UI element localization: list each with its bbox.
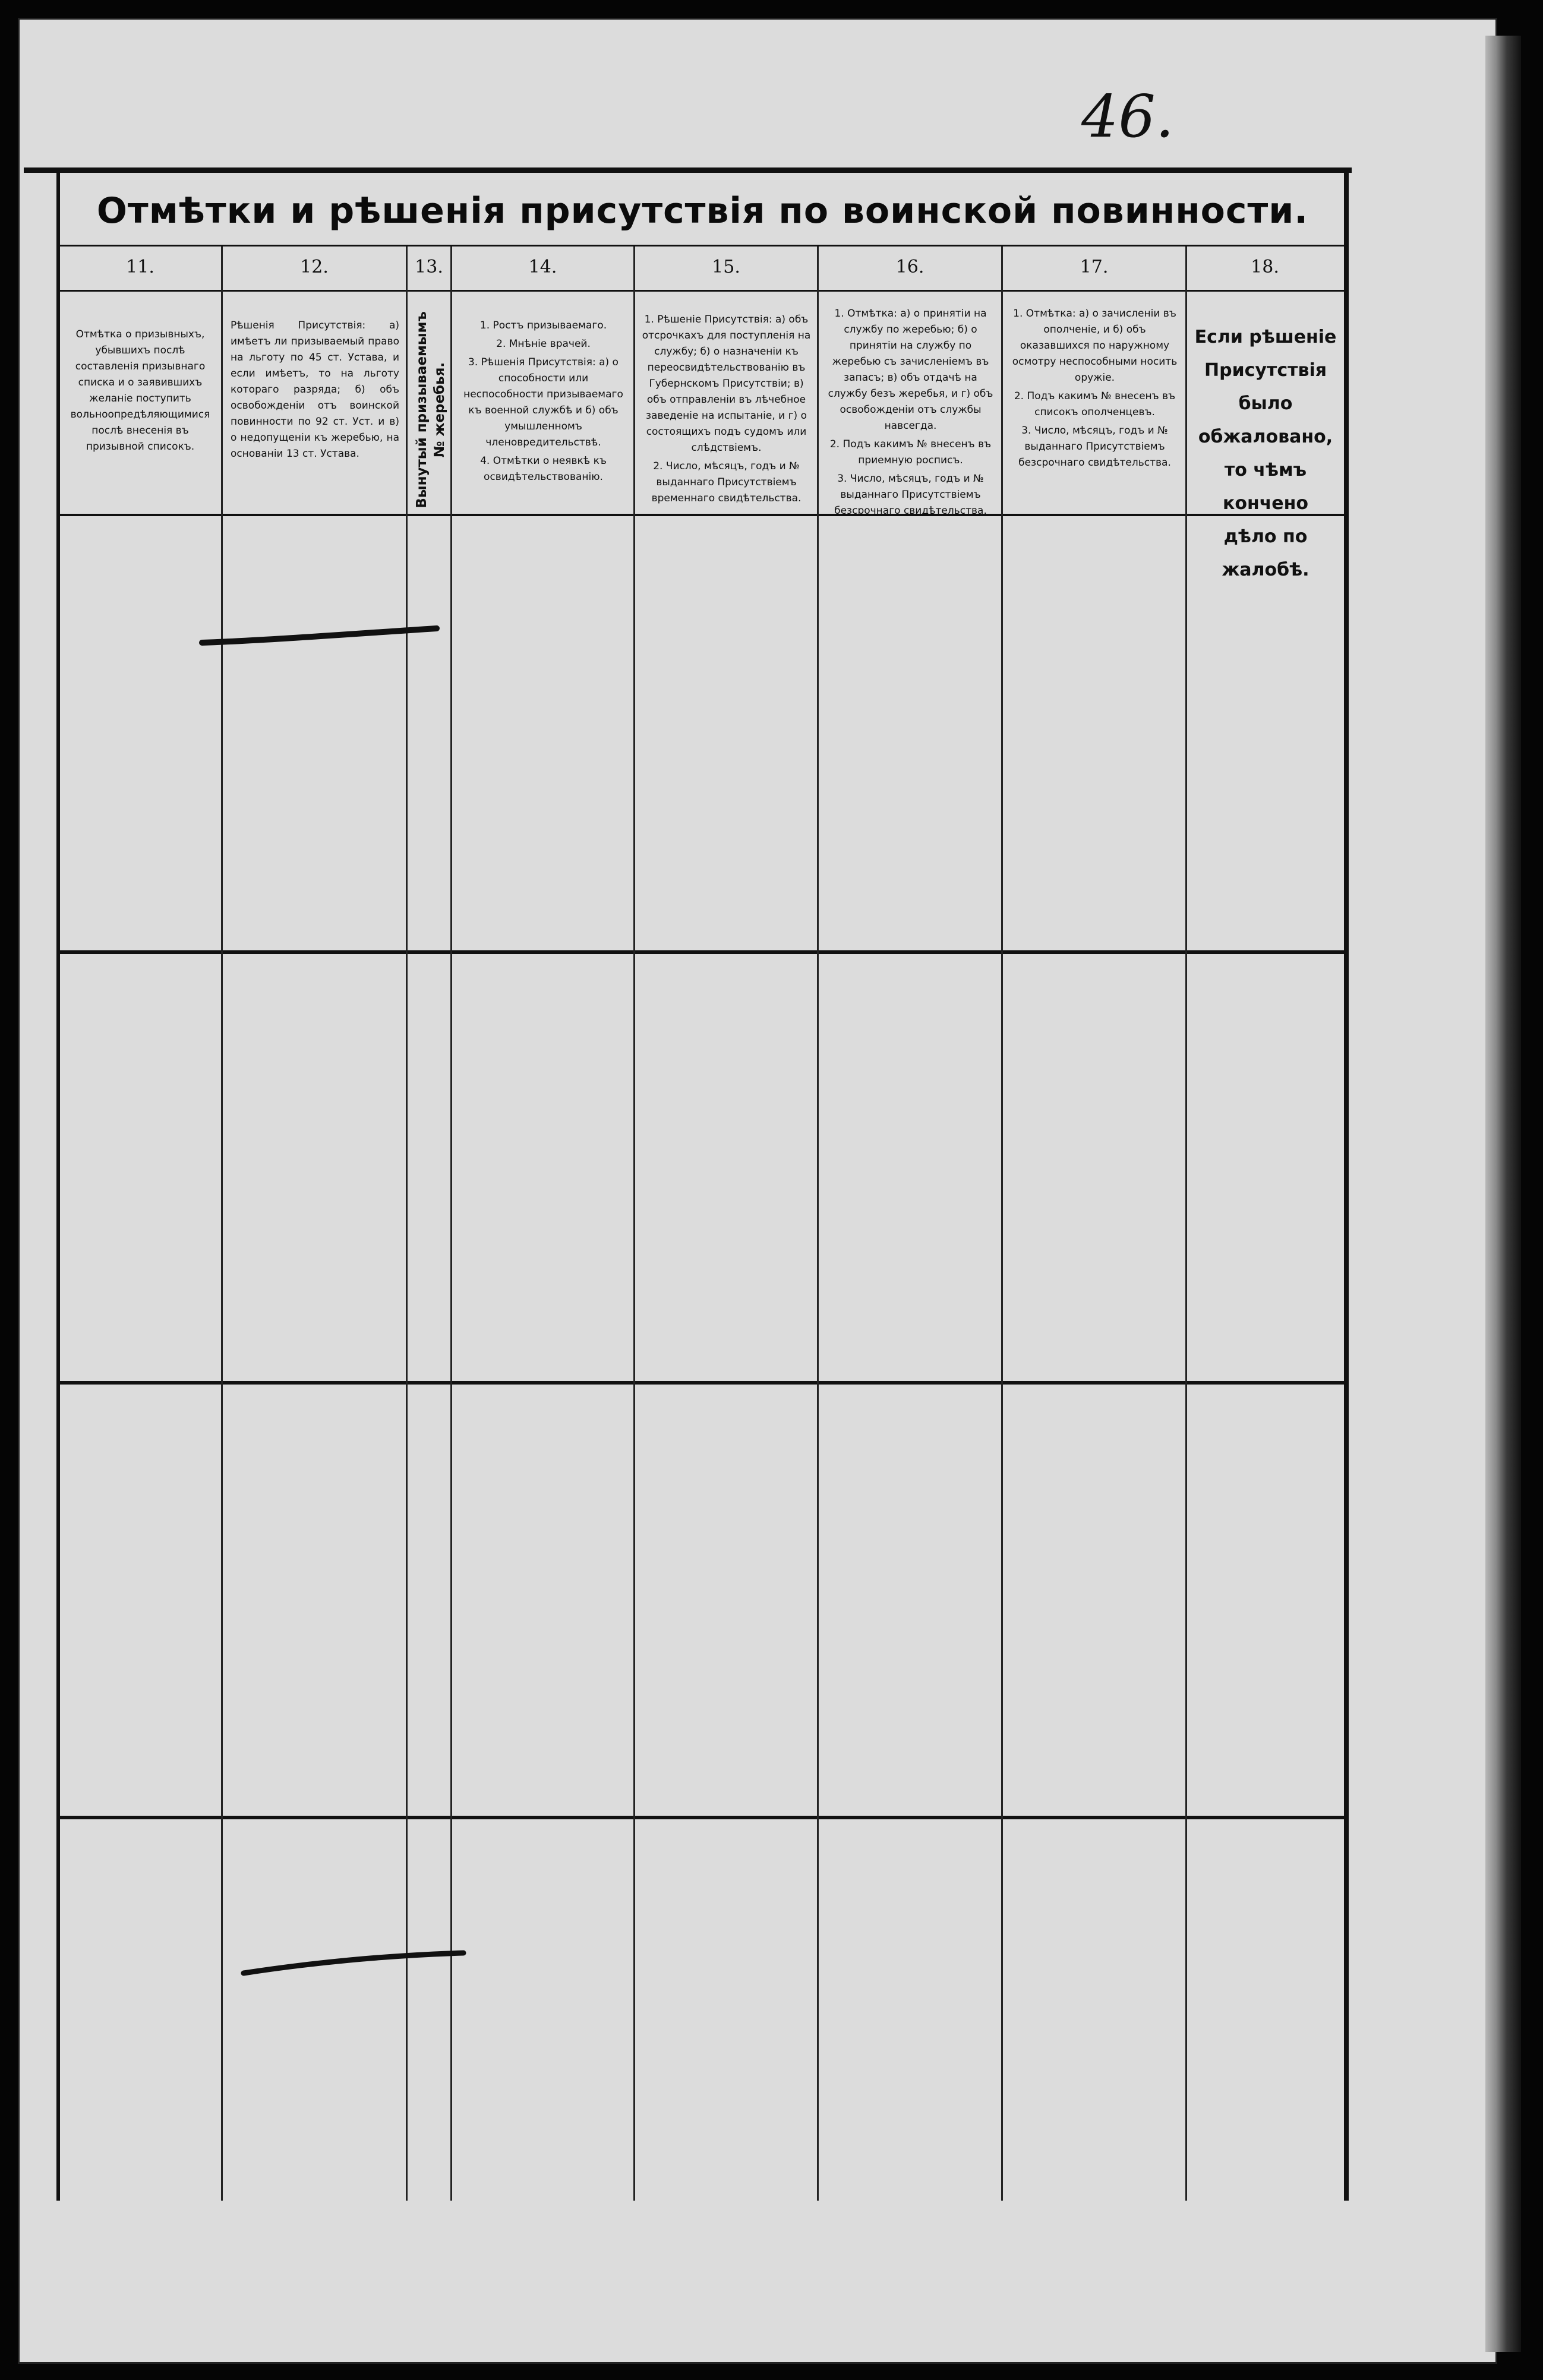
- table-title: Отмѣтки и рѣшенія присутствія по воинской повинности.: [96, 190, 1309, 232]
- column-divider: [1185, 246, 1187, 2201]
- column-divider: [221, 246, 223, 2201]
- column-divider: [1001, 246, 1003, 2201]
- header-text: 1. Рѣшеніе Присутствія: а) объ отсрочкахъ для поступленія на службу; б) о назначеніи къ переосвидѣтельствованію въ Губернскомъ Присутствіи; в) объ отправленіи въ лѣчебное заведеніе на испытаніе, и г) о состоящихъ подъ судомъ или слѣдствіемъ.: [642, 314, 811, 454]
- table-top-border: [24, 167, 1352, 173]
- column-number: 17.: [1080, 257, 1109, 277]
- header-text: 2. Число, мѣсяцъ, годъ и № выданнаго Присутствіемъ временнаго свидѣтельства.: [651, 460, 802, 504]
- page-number: 46.: [1081, 83, 1174, 151]
- header-text: 4. Отмѣтки о неявкѣ къ освидѣтельствованію.: [480, 455, 607, 483]
- header-text: 2. Подъ какимъ № внесенъ въ приемную росписъ.: [829, 438, 992, 466]
- header-text: 2. Подъ какимъ № внесенъ въ списокъ ополченцевъ.: [1014, 390, 1176, 418]
- header-text: 1. Ростъ призываемаго.: [479, 320, 607, 331]
- column-number: 13.: [415, 257, 443, 277]
- column-13-header: [410, 309, 452, 511]
- column-number: 14.: [528, 257, 557, 277]
- row-divider: [56, 1816, 1347, 1819]
- header-text: 3. Число, мѣсяцъ, годъ и № выданнаго Присутствіемъ безсрочнаго свидѣтельства.: [1018, 425, 1171, 469]
- column-17-header: [1010, 306, 1179, 473]
- column-number: 15.: [712, 257, 740, 277]
- column-divider: [633, 246, 635, 2201]
- book-spine-edge: [1485, 36, 1521, 2352]
- column-divider: [817, 246, 819, 2201]
- column-14-header: [459, 318, 628, 488]
- ink-dash-stroke: [196, 618, 446, 653]
- header-text: 3. Рѣшенія Присутствія: а) о способности или неспособности призываемаго къ военной службѣ и б) объ умышленномъ членовредительствѣ.: [463, 356, 623, 448]
- header-text: 2. Мнѣніе врачей.: [496, 338, 591, 350]
- table-left-border: [56, 169, 60, 2201]
- table-right-border: [1344, 169, 1349, 2201]
- row-divider: [56, 1381, 1347, 1385]
- header-text: Отмѣтка о призывныхъ, убывшихъ послѣ составленія призывнаго списка и о заявившихъ желаніе поступить вольноопредѣляющимися послѣ внесенія въ призывной списокъ.: [70, 328, 210, 453]
- column-divider: [450, 246, 452, 2201]
- column-16-header: [826, 306, 995, 521]
- ink-dash-stroke: [238, 1942, 475, 1984]
- header-text: Если рѣшеніе Присутствія было обжаловано, то чѣмъ кончено дѣло по жалобѣ.: [1194, 327, 1337, 580]
- header-text: 1. Отмѣтка: а) о принятіи на службу по жеребью; б) о принятіи на службу по жеребью съ зачисленіемъ въ запасъ; в) объ отдачѣ на службу безъ жеребья, и г) объ освобожденіи отъ службы навсегда.: [828, 308, 993, 432]
- column-15-header: [642, 312, 811, 509]
- column-number: 16.: [895, 257, 924, 277]
- column-number: 18.: [1251, 257, 1279, 277]
- title-rule: [56, 245, 1347, 246]
- column-divider: [406, 246, 408, 2201]
- header-text: 3. Число, мѣсяцъ, годъ и № выданнаго Присутствіемъ безсрочнаго свидѣтельства.: [834, 473, 987, 517]
- column-12-header: [231, 318, 399, 464]
- header-bottom-rule: [56, 514, 1347, 516]
- column-11-header: [65, 327, 215, 457]
- column-number-rule: [56, 290, 1347, 292]
- header-text: Вынутый призываемымъ: [414, 311, 430, 508]
- column-number: 11.: [126, 257, 154, 277]
- row-divider: [56, 950, 1347, 954]
- column-number: 12.: [300, 257, 329, 277]
- header-text: 1. Отмѣтка: а) о зачисленіи въ ополченіе, и б) объ оказавшихся по наружному осмотру неспособными носить оружіе.: [1012, 308, 1178, 384]
- header-text: Рѣшенія Присутствія: а) имѣетъ ли призываемый право на льготу по 45 ст. Устава, и если имѣетъ, то на льготу котораго разряда; б) объ освобожденіи отъ воинской повинности по 92 ст. Уст. и в) о недопущеніи къ жеребью, на основаніи 13 ст. Устава.: [231, 320, 399, 460]
- column-18-header: [1194, 321, 1337, 589]
- header-text: № жеребья.: [432, 362, 447, 458]
